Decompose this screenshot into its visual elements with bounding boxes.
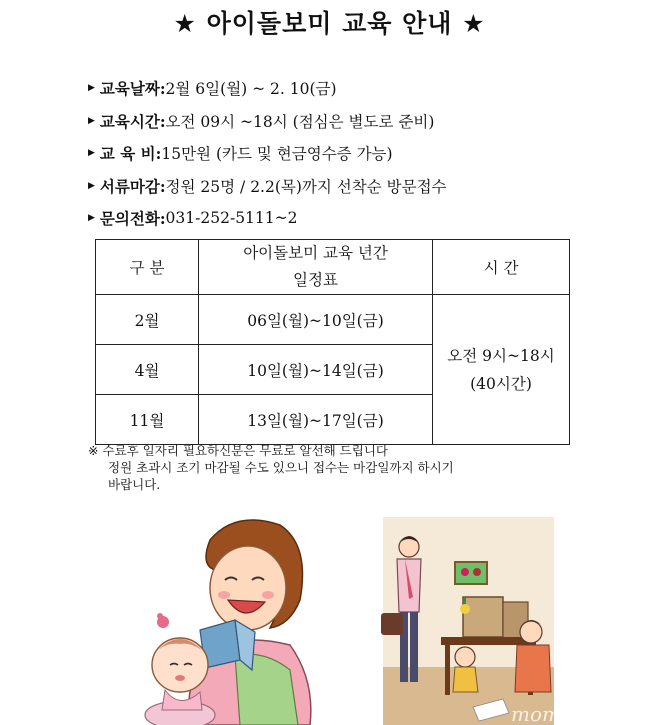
bullet-triangle-icon: ▶ [88,213,95,224]
cell-month: 2월 [96,295,199,345]
cell-dates: 13일(월)~17일(금) [199,395,433,445]
page-title: ★ 아이돌보미 교육 안내 ★ [173,9,486,38]
header-category: 구 분 [96,240,199,295]
cell-dates: 06일(월)~10일(금) [199,295,433,345]
bullet-triangle-icon: ▶ [88,115,95,126]
info-value: 정원 25명 / 2.2(목)까지 선착순 방문접수 [165,177,447,196]
note-line: 바랍니다. [108,477,161,492]
info-value: 오전 09시 ~18시 (점심은 별도로 준비) [165,112,435,131]
note-line: 정원 초과시 조기 마감될 수도 있으니 접수는 마감일까지 하시기 [108,460,454,475]
time-line2: (40시간) [470,374,532,393]
info-item-date [88,72,447,105]
table-row [96,295,570,345]
living-room-illustration [383,517,561,725]
info-item-phone [88,202,447,235]
info-item-fee [88,137,447,170]
info-list [88,72,447,235]
cell-dates: 10일(월)~14일(금) [199,345,433,395]
note-text: 수료후 일자리 필요하신분은 무료로 알선해 드립니다 [102,443,388,458]
watermark-text: mom [511,702,561,725]
info-label: 서류마감: [99,176,166,196]
info-value: 15만원 (카드 및 현금영수증 가능) [161,145,393,164]
header-schedule-line1: 아이돌보미 교육 년간 [243,244,388,262]
info-label: 교육날짜: [99,79,166,99]
header-time: 시 간 [433,240,570,295]
header-schedule [199,240,433,295]
info-label: 교육시간: [99,111,166,131]
bullet-triangle-icon: ▶ [88,180,95,191]
note-line [88,442,528,459]
cell-time [433,295,570,445]
cell-month: 4월 [96,345,199,395]
info-value: 2월 6일(월) ~ 2. 10(금) [165,80,337,99]
note-block [88,442,528,493]
info-label: 문의전화: [99,209,166,229]
cell-month: 11월 [96,395,199,445]
info-item-deadline [88,170,447,203]
header-schedule-line2: 일정표 [293,271,338,289]
note-mark: ※ [88,443,99,458]
bullet-triangle-icon: ▶ [88,148,95,159]
schedule-table [95,239,570,445]
info-value: 031-252-5111~2 [165,209,298,228]
time-line1: 오전 9시~18시 [447,346,555,365]
table-header-row [96,240,570,295]
mother-reading-illustration [140,510,315,725]
info-item-time [88,105,447,138]
info-label: 교 육 비: [99,144,162,164]
bullet-triangle-icon: ▶ [88,83,95,94]
